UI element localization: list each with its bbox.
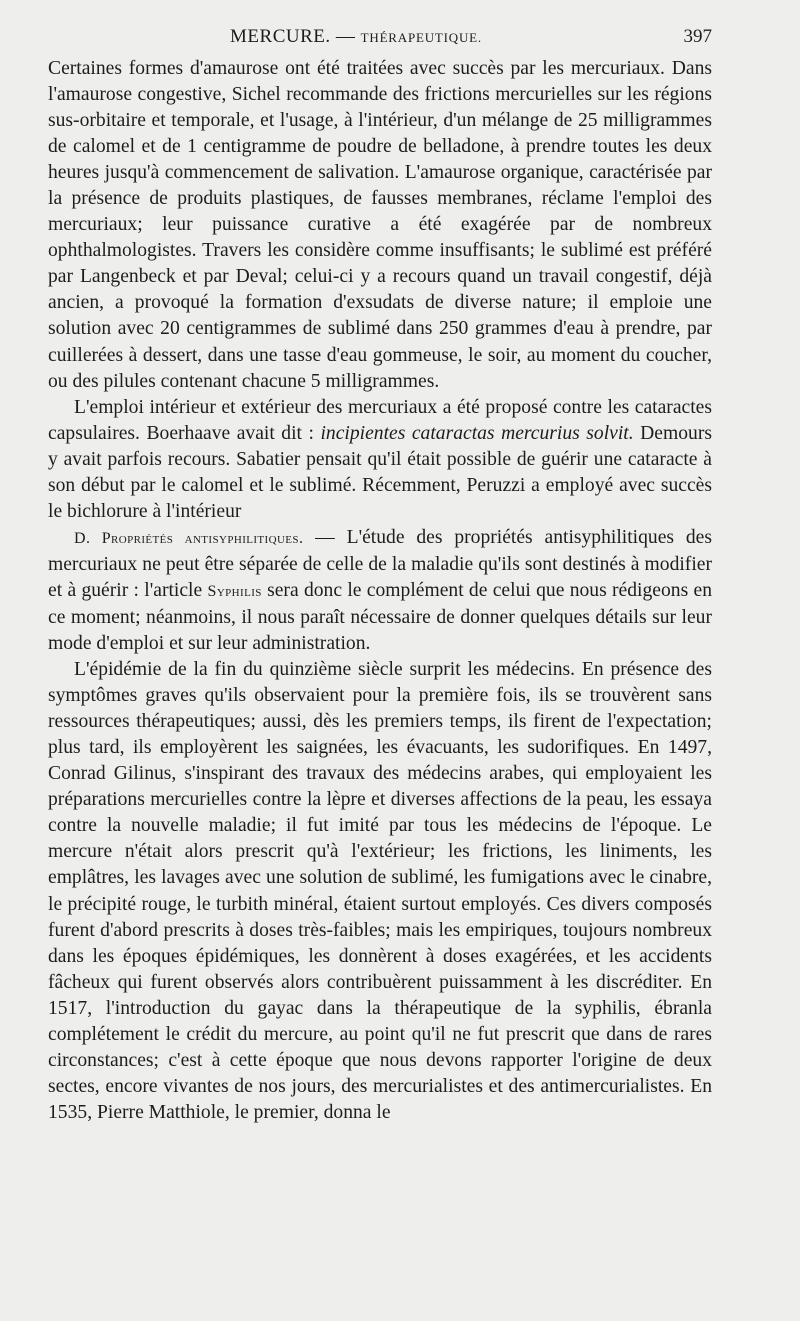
paragraph-cataractes (48, 395, 712, 525)
cataractes-text-start: L'emploi intérieur et extérieur des mercuriaux a été proposé contre les cataractes capsulaires. Boerhaave avait dit : (48, 396, 712, 444)
book-page (48, 0, 712, 1126)
header-separator: — (335, 26, 356, 47)
latin-quote: incipientes cataractas mercurius solvit. (320, 422, 634, 444)
header-section: THÉRAPEUTIQUE. (360, 30, 482, 45)
page-number: 397 (683, 26, 712, 47)
paragraph-amaurose: Certaines formes d'amaurose ont été traitées avec succès par les mercuriaux. Dans l'amaurose congestive, Sichel recommande des frictions mercurielles sur les régions sus-orbitaire et temporale, et l'usage, à l'intérieur, d'un mélange de 25 milligrammes de calomel et de 1 centigramme de poudre de belladone, à prendre toutes les deux heures jusqu'à commencement de salivation. L'amaurose organique, caractérisée par la présence de produits plastiques, de fausses membranes, réclame l'emploi des mercuriaux; leur puissance curative a été exagérée par de nombreux ophthalmologistes. Travers les considère comme insuffisants; le sublimé est préféré par Langenbeck et par Deval; celui-ci y a recours quand un travail congestif, déjà ancien, a provoqué la formation d'exsudats de diverse nature; il emploie une solution avec 20 centigrammes de sublimé dans 250 grammes d'eau à prendre, par cuillerées à dessert, dans une tasse d'eau gommeuse, le soir, au moment du coucher, ou des pilules contenant chacune 5 milligrammes. (48, 58, 712, 392)
running-title (48, 26, 664, 48)
paragraph-antisyphilitiques (48, 525, 712, 657)
antisyphilitiques-text-1: — L'étude des propriétés antisyphilitiques des mercuriaux ne peut être séparée de celle de la maladie qu'ils sont destinés à modifier et à guérir : l'article (48, 526, 712, 601)
cataractes-text-end: Demours y avait parfois recours. Sabatier pensait qu'il était possible de guérir une cataracte à son début par le calomel et le sublimé. Récemment, Peruzzi a employé avec succès le bichlorure à l'intérieur (48, 422, 712, 522)
syphilis-reference: Syphilis (207, 582, 262, 600)
header-title: MERCURE. (230, 26, 331, 47)
antisyphilitiques-text-2: sera donc le complément de celui que nous rédigeons en ce moment; néanmoins, il nous paraît nécessaire de donner quelques détails sur leur mode d'emploi et sur leur administration. (48, 579, 712, 655)
paragraph-epidemie: L'épidémie de la fin du quinzième siècle surprit les médecins. En présence des symptômes graves qu'ils observaient pour la première fois, ils se trouvèrent sans ressources thérapeutiques; aussi, dès les premiers temps, ils firent de l'expectation; plus tard, ils employèrent les saignées, les évacuants, les sudorifiques. En 1497, Conrad Gilinus, s'inspirant des travaux des médecins arabes, qui employaient les préparations mercurielles contre la lèpre et diverses affections de la peau, les essaya contre la nouvelle maladie; il fut imité par tous les médecins de l'époque. Le mercure n'était alors prescrit qu'à l'extérieur; les frictions, les liniments, les emplâtres, les lavages avec une solution de sublimé, les fumigations avec le cinabre, le précipité rouge, le turbith minéral, étaient surtout employés. Ces divers composés furent d'abord prescrits à doses très-faibles; mais les empiriques, toujours nombreux dans les époques épidémiques, les donnèrent à doses exagérées, et les accidents fâcheux qui furent observés alors contribuèrent puissamment à les discréditer. En 1517, l'introduction du gayac dans la thérapeutique de la syphilis, ébranla complétement le crédit du mercure, au point qu'il ne fut prescrit que dans de rares circonstances; c'est à cette époque que nous devons rapporter l'origine de deux sectes, encore vivantes de nos jours, des mercurialistes et des antimercurialistes. En 1535, Pierre Matthiole, le premier, donna le (48, 659, 712, 1123)
running-header (48, 0, 712, 56)
section-heading: D. Propriétés antisyphilitiques. (74, 529, 304, 547)
